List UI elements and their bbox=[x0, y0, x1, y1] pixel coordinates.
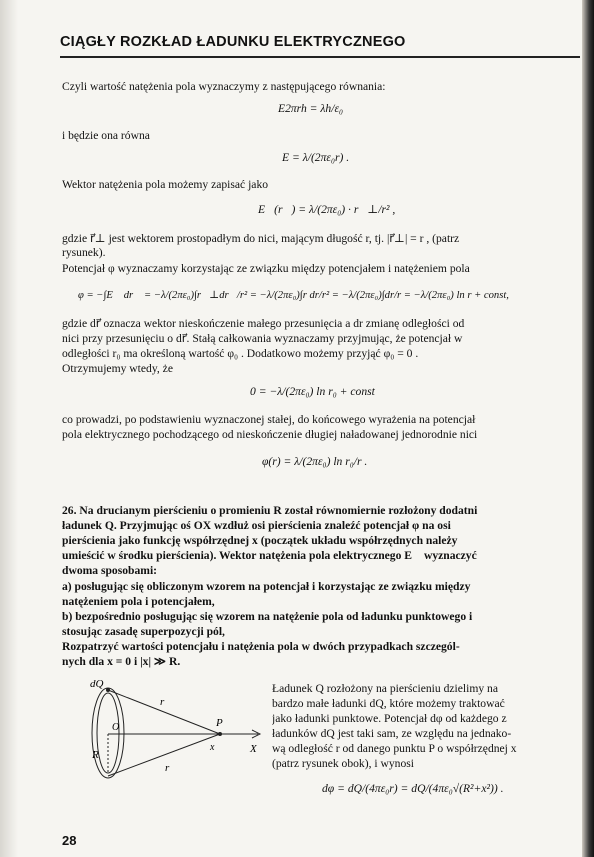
problem-line: a) posługując się obliczonym wzorem na potencjał i korzystając ze związku między bbox=[62, 580, 471, 593]
point-dq bbox=[106, 688, 110, 692]
ring-inner bbox=[97, 693, 119, 773]
paragraph-line: Potencjał φ wyznaczamy korzystając ze związku między potencjałem i natężeniem pola bbox=[62, 262, 470, 275]
line-r-bottom bbox=[108, 734, 220, 776]
equation-constant: 0 = −λ/(2πε₀) ln r₀ + const bbox=[250, 385, 375, 398]
problem-line: pierścienia jako funkcję współrzędnej x (początek układu współrzędnych należy bbox=[62, 534, 458, 547]
label-dq: dQ bbox=[90, 678, 104, 690]
paragraph-line: pola elektrycznego pochodzącego od nieskończenie długiej naładowanej jednorodnie nici bbox=[62, 428, 478, 441]
chapter-header: CIĄGŁY ROZKŁAD ŁADUNKU ELEKTRYCZNEGO bbox=[60, 34, 406, 50]
page-number: 28 bbox=[62, 833, 77, 848]
paragraph-line: co prowadzi, po podstawieniu wyznaczonej stałej, do końcowego wyrażenia na potencjał bbox=[62, 413, 476, 426]
paragraph-line: Wektor natężenia pola możemy zapisać jako bbox=[62, 178, 269, 191]
equation-field-value: E = λ/(2πε₀r) . bbox=[282, 151, 350, 164]
problem-line: 26. Na drucianym pierścieniu o promieniu R został równomiernie rozłożony dodatni bbox=[62, 504, 478, 517]
solution-line: bardzo małe ładunki dQ, które możemy traktować bbox=[272, 697, 505, 710]
equation-potential-integral: φ = −∫E⃗ dr⃗ = −λ/(2πε₀)∫r⃗⊥dr⃗/r² = −λ/(2πε₀)∫r dr/r² = −λ/(2πε₀)∫dr/r = −λ/(2πε₀) ln r + const, bbox=[78, 290, 509, 301]
point-p bbox=[218, 732, 222, 736]
label-p: P bbox=[216, 717, 223, 729]
paragraph-line: rysunek). bbox=[62, 246, 106, 259]
header-rule bbox=[60, 56, 580, 58]
paragraph-line: odległości r₀ ma określoną wartość φ₀ . Dodatkowo możemy przyjąć φ₀ = 0 . bbox=[62, 347, 419, 360]
problem-line: natężeniem pola i potencjałem, bbox=[62, 595, 215, 608]
label-r-bottom: r bbox=[165, 762, 170, 774]
problem-line: nych dla x = 0 i |x| ≫ R. bbox=[62, 655, 181, 668]
paragraph-line: gdzie r⃗⊥ jest wektorem prostopadłym do nici, mającym długość r, tj. |r⃗⊥| = r , (patrz bbox=[62, 232, 460, 245]
equation-dphi: dφ = dQ/(4πε₀r) = dQ/(4πε₀√(R²+x²)) . bbox=[322, 782, 504, 795]
ring-charge-figure bbox=[70, 678, 270, 788]
label-o: O bbox=[112, 722, 120, 733]
paragraph-line: Czyli wartość natężenia pola wyznaczymy z następującego równania: bbox=[62, 80, 386, 93]
page-edge-shadow bbox=[582, 0, 594, 857]
solution-line: ładunków dQ jest taki sam, ze względu na jednako- bbox=[272, 727, 512, 740]
problem-line: Rozpatrzyć wartości potencjału i natężenia pola w dwóch przypadkach szczegól- bbox=[62, 640, 460, 653]
label-x-axis: X bbox=[250, 743, 257, 755]
problem-line: umieścić w środku pierścienia). Wektor natężenia pola elektrycznego E⃗ wyznaczyć bbox=[62, 549, 477, 562]
solution-line: (patrz rysunek obok), i wynosi bbox=[272, 757, 414, 770]
problem-line: b) bezpośrednio posługując się wzorem na natężenie pola od ładunku punktowego i bbox=[62, 610, 473, 623]
solution-line: jako ładunki punktowe. Potencjał dφ od każdego z bbox=[272, 712, 507, 725]
paragraph-line: i będzie ona równa bbox=[62, 129, 150, 142]
problem-line: dwoma sposobami: bbox=[62, 564, 158, 577]
equation-field-vector: E⃗(r⃗) = λ/(2πε₀) · r⃗⊥/r² , bbox=[258, 203, 396, 216]
problem-line: ładunek Q. Przyjmując oś OX wzdłuż osi pierścienia znaleźć potencjał φ na osi bbox=[62, 519, 451, 532]
problem-line: stosując zasadę superpozycji pól, bbox=[62, 625, 225, 638]
paragraph-line: nici przy przesunięciu o dr⃗. Stałą całkowania wyznaczamy przyjmując, że potencjał w bbox=[62, 332, 463, 345]
solution-line: wą odległość r od danego punktu P o współrzędnej x bbox=[272, 742, 517, 755]
label-r-top: r bbox=[160, 696, 165, 708]
solution-line: Ładunek Q rozłożony na pierścieniu dzielimy na bbox=[272, 682, 498, 695]
paragraph-line: Otrzymujemy wtedy, że bbox=[62, 362, 173, 375]
equation-field: E2πrh = λh/ε₀ bbox=[278, 102, 344, 115]
paragraph-line: gdzie dr⃗ oznacza wektor nieskończenie małego przesunięcia a dr zmianę odległości od bbox=[62, 317, 465, 330]
label-radius: R bbox=[92, 749, 99, 761]
equation-potential-result: φ(r) = λ/(2πε₀) ln r₀/r . bbox=[262, 455, 368, 468]
label-x-coord: x bbox=[210, 742, 215, 753]
